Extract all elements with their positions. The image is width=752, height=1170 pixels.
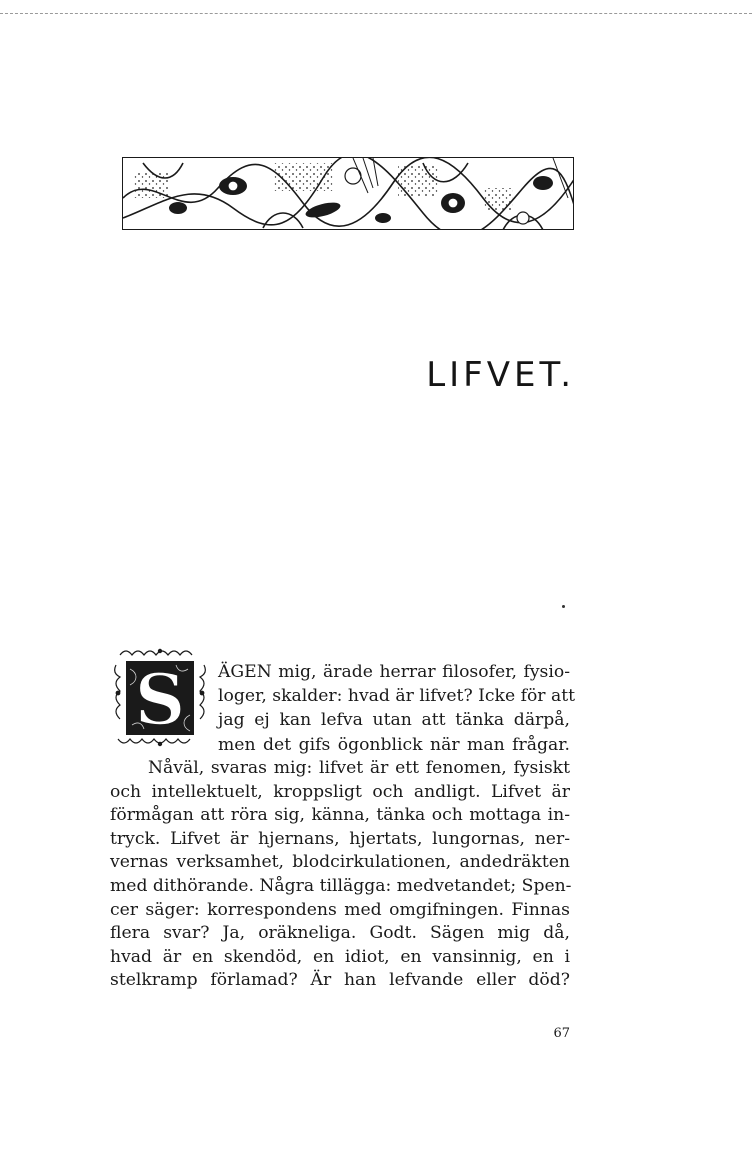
page-number: 67 xyxy=(553,1026,570,1041)
text-line: men det gifs ögonblick när man frågar. xyxy=(218,734,570,755)
text-line: flera svar? Ja, oräkneliga. Godt. Sägen mig då, xyxy=(110,923,570,944)
text-line: cer säger: korrespondens med omgifningen. Finnas xyxy=(110,899,570,920)
text-line: hvad är en skendöd, en idiot, en vansinnig, en i xyxy=(110,946,570,967)
body-paragraph xyxy=(110,757,570,993)
decorative-headpiece xyxy=(122,157,574,230)
text-line: vernas verksamhet, blodcirkulationen, andedräkten xyxy=(110,852,570,873)
text-line: förmågan att röra sig, känna, tänka och mottaga in- xyxy=(110,805,570,826)
text-line: ÄGEN mig, ärade herrar filosofer, fysio- xyxy=(218,662,570,682)
ornamental-drop-cap xyxy=(112,645,208,749)
text-line: tryck. Lifvet är hjernans, hjertats, lungornas, ner- xyxy=(110,828,570,849)
text-line: loger, skalder: hvad är lifvet? Icke för att xyxy=(218,686,576,707)
text-line: jag ej kan lefva utan att tänka därpå, xyxy=(218,710,570,731)
text-line: Nåväl, svaras mig: lifvet är ett fenomen, fysiskt xyxy=(148,758,570,778)
text-line: med dithörande. Några tillägga: medvetandet; Spen- xyxy=(110,875,572,896)
opening-paragraph-lines xyxy=(218,660,576,757)
text-line: stelkramp förlamad? Är han lefvande eller död? xyxy=(110,970,570,991)
scan-edge-rule xyxy=(0,13,752,14)
text-line: och intellektuelt, kroppsligt och andligt. Lifvet är xyxy=(110,781,570,802)
ink-speck xyxy=(562,605,565,608)
chapter-title: LIFVET. xyxy=(426,355,575,395)
drop-cap-letter: S xyxy=(134,658,186,741)
